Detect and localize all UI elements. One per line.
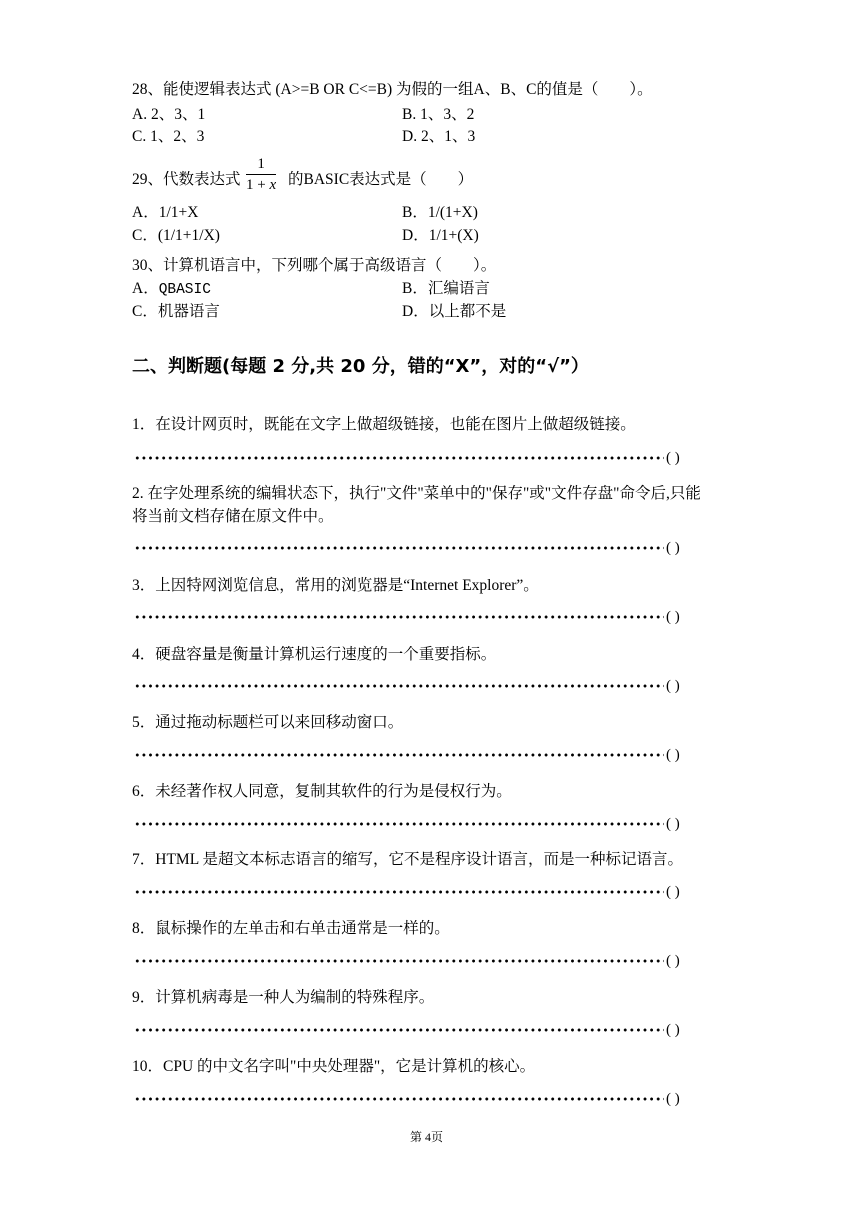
tf-item-1-answer-blank: ( ) — [666, 450, 680, 466]
question-30-option-a: A．QBASIC — [132, 280, 211, 298]
tf-item-8-dot-leader — [134, 958, 664, 964]
fraction-bar — [246, 174, 276, 175]
tf-item-4-dot-leader — [134, 683, 664, 689]
question-29-fraction — [246, 155, 276, 194]
tf-item-5-dot-leader — [134, 752, 664, 758]
question-30-option-b: B．汇编语言 — [402, 280, 490, 297]
question-29-option-a: A．1/1+X — [132, 204, 199, 221]
tf-item-3-dot-leader — [134, 614, 664, 620]
question-28-stem: 28、能使逻辑表达式 (A>=B OR C<=B) 为假的一组A、B、C的值是（ ）。 — [132, 81, 653, 98]
question-29-option-b: B．1/(1+X) — [402, 204, 478, 221]
fraction-denominator: 1 + x — [246, 177, 277, 193]
question-29-stem-prefix: 29、代数表达式 — [132, 171, 241, 188]
question-28-option-c: C. 1、2、3 — [132, 128, 205, 145]
tf-item-7-dot-leader — [134, 889, 664, 895]
tf-item-2-text-line-2: 将当前文档存储在原文件中。 — [132, 508, 334, 525]
tf-item-10-dot-leader — [134, 1096, 664, 1102]
tf-item-9-answer-blank: ( ) — [666, 1022, 680, 1038]
tf-item-6-answer-blank: ( ) — [666, 816, 680, 832]
fraction-numerator: 1 — [257, 156, 265, 172]
question-29-option-d: D．1/1+(X) — [402, 227, 479, 244]
tf-item-6-dot-leader — [134, 821, 664, 827]
tf-item-9-text: 9．计算机病毒是一种人为编制的特殊程序。 — [132, 989, 435, 1006]
question-29-stem-suffix: 的BASIC表达式是（ ） — [288, 171, 474, 188]
tf-item-10-answer-blank: ( ) — [666, 1091, 680, 1107]
question-28-option-d: D. 2、1、3 — [402, 128, 476, 145]
question-30-option-c: C．机器语言 — [132, 303, 220, 320]
tf-item-8-answer-blank: ( ) — [666, 953, 680, 969]
tf-item-9-dot-leader — [134, 1027, 664, 1033]
question-28-option-a: A. 2、3、1 — [132, 106, 206, 123]
tf-item-8-text: 8．鼠标操作的左单击和右单击通常是一样的。 — [132, 920, 450, 937]
question-30-option-d: D．以上都不是 — [402, 303, 507, 320]
question-30-stem: 30、计算机语言中，下列哪个属于高级语言（ ）。 — [132, 257, 497, 274]
tf-item-1-dot-leader — [134, 455, 664, 461]
tf-item-1-text: 1．在设计网页时，既能在文字上做超级链接，也能在图片上做超级链接。 — [132, 416, 636, 433]
tf-item-3-answer-blank: ( ) — [666, 609, 680, 625]
tf-item-7-text: 7．HTML 是超文本标志语言的缩写，它不是程序设计语言，而是一种标记语言。 — [132, 851, 683, 868]
section-2-heading: 二、判断题(每题 2 分,共 20 分，错的“X”，对的“√”） — [132, 356, 589, 377]
tf-item-3-text: 3．上因特网浏览信息，常用的浏览器是“Internet Explorer”。 — [132, 577, 539, 594]
tf-item-7-answer-blank: ( ) — [666, 884, 680, 900]
question-28-option-b: B. 1、3、2 — [402, 106, 475, 123]
tf-item-4-text: 4．硬盘容量是衡量计算机运行速度的一个重要指标。 — [132, 646, 497, 663]
tf-item-5-answer-blank: ( ) — [666, 747, 680, 763]
page-number: 第 4页 — [410, 1130, 444, 1144]
tf-item-6-text: 6．未经著作权人同意，复制其软件的行为是侵权行为。 — [132, 783, 512, 800]
tf-item-5-text: 5．通过拖动标题栏可以来回移动窗口。 — [132, 714, 404, 731]
question-29-option-c: C．(1/1+1/X) — [132, 227, 220, 244]
tf-item-4-answer-blank: ( ) — [666, 678, 680, 694]
tf-item-2-answer-blank: ( ) — [666, 540, 680, 556]
tf-item-2-text-line-1: 2. 在字处理系统的编辑状态下，执行"文件"菜单中的"保存"或"文件存盘"命令后,只能 — [132, 485, 701, 502]
tf-item-10-text: 10．CPU 的中文名字叫"中央处理器"，它是计算机的核心。 — [132, 1058, 536, 1075]
tf-item-2-dot-leader — [134, 545, 664, 551]
